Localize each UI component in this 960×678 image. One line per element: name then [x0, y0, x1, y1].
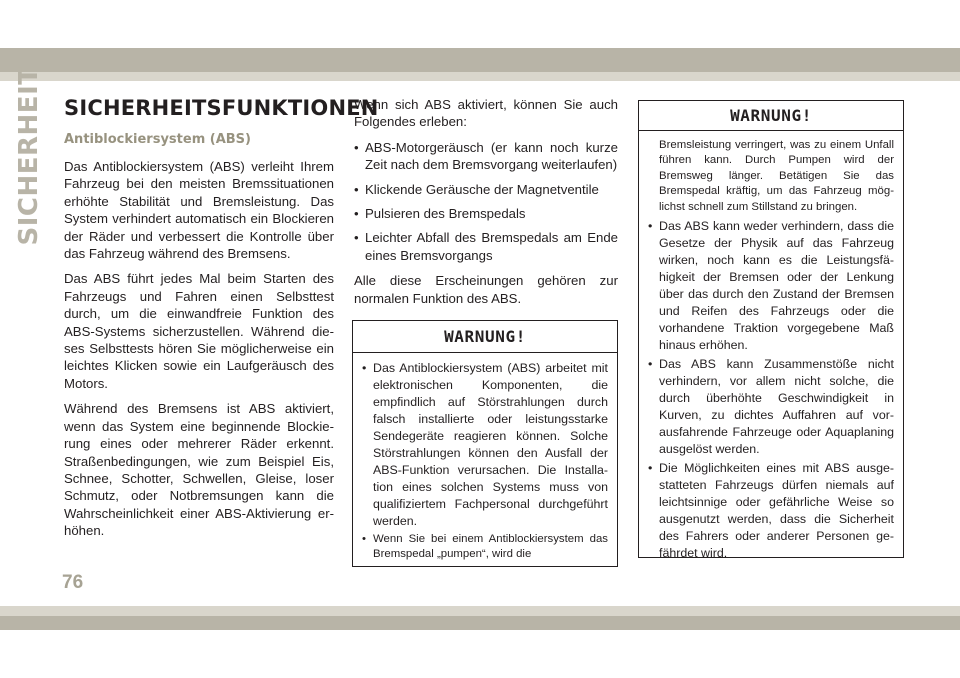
list-item: • Leichter Abfall des Bremspedals am Ende eines Bremsvorgangs: [354, 229, 618, 264]
warning-heading: WARNUNG!: [639, 101, 903, 131]
footer-band-light: [0, 606, 960, 616]
header-margin: [0, 0, 960, 48]
warning-heading: WARNUNG!: [353, 321, 617, 353]
section-title: SICHERHEITSFUNKTIONEN: [64, 96, 379, 120]
warning-item: • Das Antiblockiersystem (ABS) arbeitet mit elektronischen Komponenten, die empfindlich auf Störstrahlungen durch falsch installierte oder leistungsstarke Sendegeräte reagieren können. Solche Störstrahlungen können den Ausfall der ABS-Funktion verursachen. Die Installation eines solchen Systems muss von qualifiziertem Fachpersonal durchgeführt werden.: [362, 360, 608, 530]
list-item: • Pulsieren des Bremspedals: [354, 205, 618, 222]
header-band-light: [0, 72, 960, 81]
warning-item: • Wenn Sie bei einem Antiblockiersystem das Bremspedal „pumpen“, wird die: [362, 532, 608, 563]
header-band: [0, 48, 960, 72]
list-item: • ABS-Motorgeräusch (er kann noch kurze Zeit nach dem Bremsvorgang weiterlaufen): [354, 139, 618, 174]
bullet-list: [354, 139, 618, 264]
paragraph: Wenn sich ABS aktiviert, können Sie auch Folgendes erleben:: [354, 97, 618, 130]
footer-margin: [0, 630, 960, 678]
paragraph: Während des Bremsens ist ABS aktiviert, wenn das System eine beginnende Blockierung eines oder mehrerer Räder erkennt. Straßenbedingungen, wie zum Beispiel Eis, Schnee, Schotter, Schwellen, Gleise, loser Schmutz, oder Notbremsungen kann die Wahrscheinlichkeit einer ABS-Aktivierung erhöhen.: [64, 401, 334, 539]
page-number: 76: [62, 572, 84, 593]
warning-item: • Die Möglichkeiten eines mit ABS ausgestatteten Fahrzeugs dürfen niemals auf leichtsinnige oder gefährliche Weise so ausgenutzt werden, dass die Sicherheit des Fahrers oder anderer Personen gefährdet wird.: [648, 460, 894, 562]
warning-list: [648, 218, 894, 562]
paragraph: Das ABS führt jedes Mal beim Starten des Fahrzeugs und Fahren einen Selbsttest durch, um die einwandfreie Funktion des ABS-Systems sicherzustellen. Während dieses Selbsttests hören Sie möglicherweise ein leichtes Klicken sowie ein Laufgeräusch des Motors.: [64, 271, 334, 391]
warning-box-continued: [638, 100, 904, 561]
column-middle: [354, 96, 618, 315]
list-item: • Klickende Geräusche der Magnetventile: [354, 181, 618, 198]
paragraph: Das Antiblockiersystem (ABS) verleiht Ihrem Fahrzeug bei den meisten Bremssituationen erhöhte Stabilität und Bremsleistung. Das System verhindert automatisch ein Blockieren der Räder und verbessert die Kontrolle über das Fahrzeug während des Bremsens.: [64, 159, 334, 262]
side-tab: [10, 66, 48, 246]
warning-item: • Das ABS kann weder verhindern, dass die Gesetze der Physik auf das Fahrzeug wirken, noch kann es die Leistungsfähigkeit der Bremsen oder der Lenkung über das durch den Zustand der Bremsen und Reifen des Fahrzeugs oder die vorhandene Traktion vorgegebene Maß hinaus erhöhen.: [648, 218, 894, 354]
warning-continuation: Bremsleistung verringert, was zu einem Unfall führen kann. Durch Pumpen wird der Bremsweg länger. Betätigen Sie das Bremspedal kräftig, um das Fahrzeug möglichst schnell zum Stillstand zu bringen.: [659, 139, 894, 213]
side-tab-label: SICHERHEIT: [14, 66, 44, 246]
warning-body: [639, 131, 903, 578]
footer-band: [0, 616, 960, 630]
subsection-title: Antiblockiersystem (ABS): [64, 132, 251, 147]
warning-item: • Das ABS kann Zusammenstöße nicht verhindern, vor allem nicht solche, die durch überhöhte Geschwindigkeit in Kurven, zu dichtes Auffahren auf vorausfahrende Fahrzeuge oder Aquaplaning ausgelöst werden.: [648, 356, 894, 458]
warning-body: [353, 353, 617, 579]
column-left: [64, 96, 379, 548]
warning-list: [362, 360, 608, 563]
paragraph: Alle diese Erscheinungen gehören zur normalen Funktion des ABS.: [354, 273, 618, 306]
warning-box: [352, 320, 618, 567]
